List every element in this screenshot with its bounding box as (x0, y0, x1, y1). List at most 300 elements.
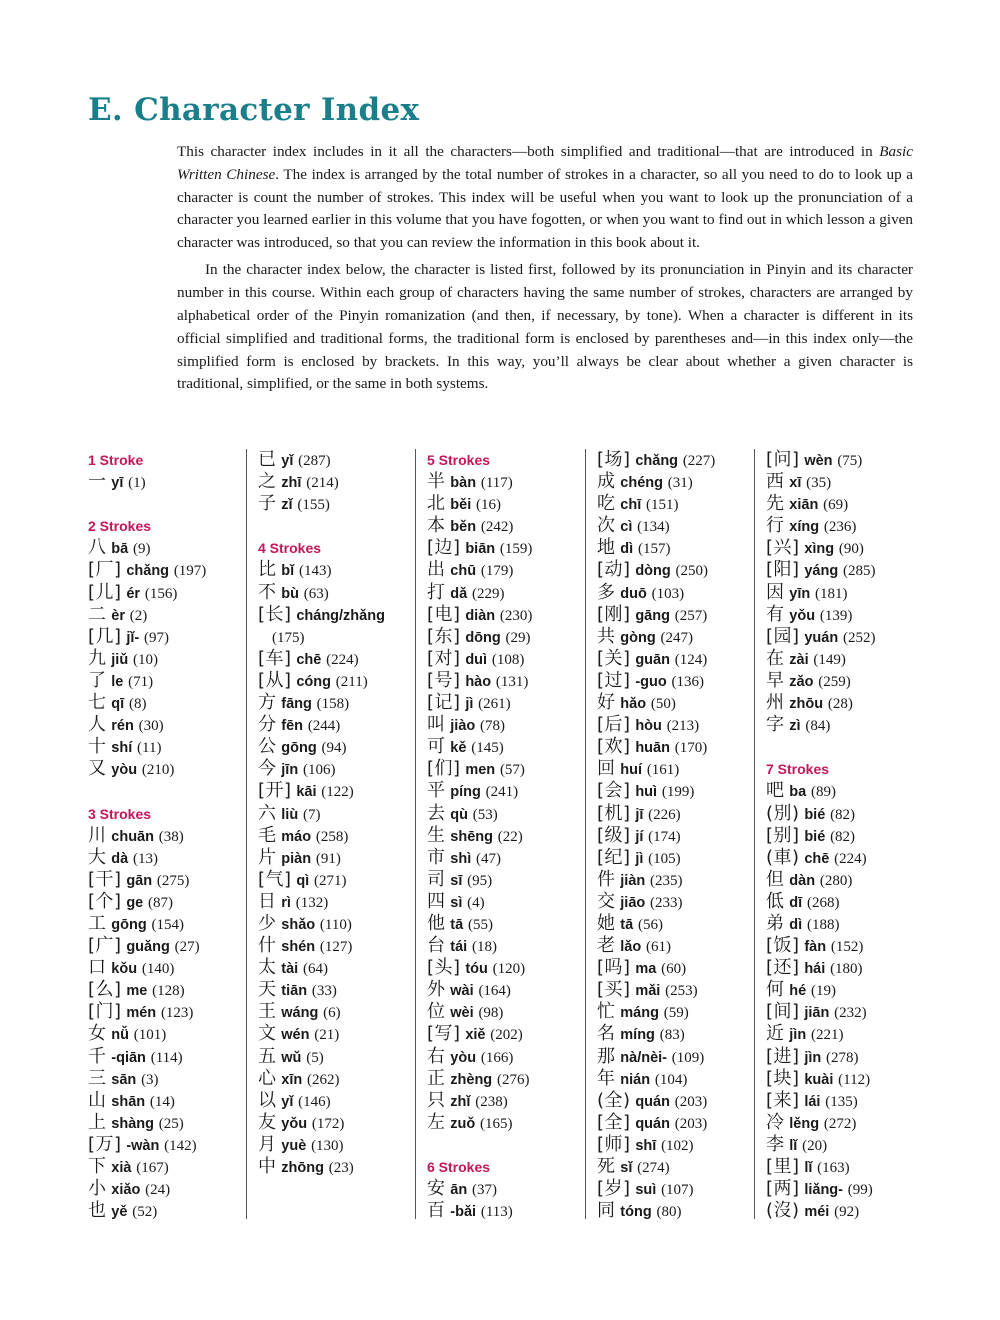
pinyin: xiān (789, 497, 819, 514)
pinyin: chē (804, 850, 830, 867)
index-entry (427, 736, 582, 758)
pinyin: mǎi (635, 983, 661, 1000)
index-column-1 (88, 449, 236, 1222)
pinyin: wǔ (281, 1049, 302, 1066)
pinyin: shǎo (281, 916, 316, 933)
chinese-character: 友 (258, 1111, 277, 1133)
chinese-character: 她 (597, 912, 616, 934)
character-number: (229) (471, 585, 505, 602)
chinese-character: 同 (597, 1200, 616, 1222)
character-number: (221) (810, 1027, 844, 1044)
index-entry (258, 825, 413, 847)
character-number: (102) (661, 1137, 694, 1154)
index-entry (766, 913, 966, 935)
chinese-character: [岁] (597, 1178, 631, 1200)
character-number: (175) (272, 629, 305, 646)
character-number: (87) (148, 894, 174, 911)
pinyin: běi (450, 497, 472, 514)
index-entry (766, 471, 966, 493)
index-column-3 (415, 449, 582, 1222)
character-number: (131) (495, 673, 529, 690)
pinyin: jí (635, 828, 644, 845)
chinese-character: [厂] (88, 559, 122, 581)
pinyin: yǒu (789, 607, 816, 624)
group-spacer (427, 1134, 582, 1156)
chinese-character: 月 (258, 1133, 277, 1155)
index-entry (597, 1068, 752, 1090)
character-number: (11) (137, 740, 162, 757)
chinese-character: (車) (766, 846, 800, 868)
pinyin: zhī (281, 475, 302, 492)
chinese-character: 行 (766, 515, 785, 537)
character-number: (161) (646, 762, 680, 779)
index-entry (766, 1112, 966, 1134)
index-entry (88, 891, 236, 913)
pinyin: tóu (465, 961, 488, 978)
index-entry (258, 1001, 413, 1023)
pinyin: fàn (804, 939, 827, 956)
pinyin: sǐ (620, 1160, 633, 1176)
pinyin: suì (635, 1182, 657, 1199)
index-entry (597, 493, 752, 515)
character-number: (103) (651, 585, 685, 602)
index-entry (597, 1200, 752, 1222)
character-number: (105) (648, 850, 681, 867)
chinese-character: [块] (766, 1067, 800, 1089)
chinese-character: 在 (766, 647, 785, 669)
pinyin: bié (804, 806, 826, 823)
pinyin: chē (296, 651, 322, 668)
index-entry (597, 979, 752, 1001)
chinese-character: [儿] (88, 581, 122, 603)
character-number: (64) (302, 961, 328, 978)
pinyin: huí (620, 762, 643, 779)
pinyin: xīn (281, 1071, 303, 1088)
pinyin: huì (635, 784, 658, 801)
chinese-character: 弟 (766, 912, 785, 934)
index-entry (597, 1178, 752, 1200)
chinese-character: 多 (597, 581, 616, 603)
chinese-character: 近 (766, 1023, 785, 1045)
chinese-character: 交 (597, 890, 616, 912)
index-entry (427, 780, 582, 802)
pinyin: míng (620, 1027, 655, 1044)
pinyin: máng (620, 1005, 659, 1022)
chinese-character: 天 (258, 979, 277, 1001)
index-entry (597, 957, 752, 979)
index-entry (88, 736, 236, 758)
character-number: (8) (128, 696, 147, 713)
index-entry (258, 1068, 413, 1090)
character-number: (10) (132, 651, 158, 668)
index-entry (88, 1112, 236, 1134)
pinyin: jī (635, 806, 644, 823)
pinyin: zhōu (789, 696, 824, 713)
character-number: (52) (132, 1204, 158, 1221)
character-number: (250) (675, 563, 709, 580)
index-entry (88, 1001, 236, 1023)
character-number: (22) (497, 828, 523, 845)
character-number: (253) (665, 983, 698, 1000)
pinyin: yǒu (281, 1115, 308, 1132)
chinese-character: 件 (597, 868, 616, 890)
pinyin: wén (281, 1027, 310, 1044)
pinyin: yīn (789, 585, 811, 602)
index-entry (258, 604, 413, 626)
index-entry (88, 758, 236, 780)
index-entry (258, 957, 413, 979)
character-number: (257) (674, 607, 708, 624)
index-entry (597, 847, 752, 869)
index-entry (766, 1068, 966, 1090)
character-number: (143) (298, 563, 332, 580)
index-entry (427, 825, 582, 847)
character-number: (84) (805, 718, 831, 735)
intro-paragraph-1: This character index includes in it all the characters—both simplified and traditional—that are introduced in Basic Written Chinese. The index is arranged by the total number of strokes in a character, so all you need to do to look up a character is count the number of strokes. This index will be useful when you want to look up the pronunciation of a character you learned earlier in this volume that you have fogotten, or when you want to find out in which lesson a given character was introduced, so that you can review the information in this book about it. (177, 143, 914, 252)
chinese-character: 年 (597, 1067, 616, 1089)
index-entry (427, 803, 582, 825)
index-entry (766, 935, 966, 957)
character-number: (252) (842, 629, 876, 646)
pinyin: dì (620, 541, 634, 558)
index-entry (88, 869, 236, 891)
character-number: (140) (141, 961, 175, 978)
index-entry (258, 1112, 413, 1134)
character-number: (53) (472, 806, 498, 823)
chinese-character: 中 (258, 1156, 277, 1177)
pinyin: dǎ (450, 585, 468, 602)
pinyin: ba (789, 784, 807, 801)
chinese-character: 左 (427, 1111, 446, 1133)
character-number: (9) (132, 541, 151, 558)
index-entry (766, 1200, 966, 1222)
group-spacer (88, 780, 236, 802)
pinyin: xìng (804, 541, 835, 558)
character-number: (139) (819, 607, 853, 624)
character-number: (170) (674, 740, 708, 757)
chinese-character: 平 (427, 780, 446, 802)
chinese-character: 十 (88, 736, 107, 758)
pinyin: chuān (111, 828, 154, 845)
chinese-character: [万] (88, 1133, 122, 1155)
index-column-2 (246, 449, 413, 1219)
pinyin: xī (789, 475, 802, 492)
character-number: (112) (838, 1071, 871, 1088)
chinese-character: 七 (88, 692, 107, 714)
pinyin: hǎo (620, 696, 647, 713)
character-number: (156) (144, 585, 178, 602)
chinese-character: 八 (88, 537, 107, 559)
chinese-character: 少 (258, 912, 277, 934)
character-number: (2) (129, 607, 148, 624)
character-number: (60) (661, 961, 687, 978)
index-entry (258, 1023, 413, 1045)
chinese-character: 吧 (766, 780, 785, 802)
character-number: (104) (654, 1071, 688, 1088)
index-entry (427, 493, 582, 515)
chinese-character: 小 (88, 1178, 107, 1200)
chinese-character: 本 (427, 515, 446, 537)
pinyin: shī (635, 1137, 657, 1154)
pinyin: chǎng (635, 453, 679, 469)
chinese-character: [机] (597, 802, 631, 824)
character-number: (197) (173, 563, 207, 580)
character-number: (167) (136, 1160, 169, 1176)
pinyin: duō (620, 585, 647, 602)
index-entry (766, 537, 966, 559)
chinese-character: [阳] (766, 559, 800, 581)
index-entry (258, 758, 413, 780)
chinese-character: 生 (427, 824, 446, 846)
index-entry (258, 714, 413, 736)
character-number: (21) (314, 1027, 340, 1044)
index-entry (766, 780, 966, 802)
chinese-character: 心 (258, 1067, 277, 1089)
character-number: (89) (810, 784, 836, 801)
pinyin: tā (450, 916, 464, 933)
character-number: (4) (467, 894, 485, 911)
index-entry (258, 736, 413, 758)
chinese-character: 下 (88, 1156, 107, 1177)
character-number: (226) (648, 806, 681, 823)
chinese-character: 也 (88, 1200, 107, 1222)
character-number: (287) (298, 453, 331, 469)
character-number: (108) (491, 651, 525, 668)
pinyin: sì (450, 894, 463, 911)
pinyin: dà (111, 850, 129, 867)
index-entry (427, 471, 582, 493)
chinese-character: [们] (427, 758, 461, 780)
chinese-character: [车] (258, 647, 292, 669)
character-number: (69) (823, 497, 849, 514)
index-entry (88, 670, 236, 692)
index-entry (766, 847, 966, 869)
character-number: (259) (818, 673, 851, 690)
pinyin: gōng (281, 740, 317, 757)
index-entry (597, 604, 752, 626)
pinyin: jiān (804, 1005, 830, 1022)
character-number: (124) (674, 651, 708, 668)
chinese-character: 早 (766, 669, 785, 691)
character-number: (101) (133, 1027, 167, 1044)
character-number: (50) (650, 696, 676, 713)
chinese-character: 位 (427, 1001, 446, 1023)
index-entry (258, 471, 413, 493)
chinese-character: 工 (88, 912, 107, 934)
character-number: (203) (674, 1093, 708, 1110)
pinyin: gōng (111, 916, 147, 933)
index-entry (766, 1134, 966, 1156)
character-number: (275) (156, 872, 190, 889)
pinyin: qù (450, 806, 468, 823)
index-entry (766, 957, 966, 979)
group-spacer (88, 493, 236, 515)
character-number: (6) (323, 1005, 341, 1022)
index-entry (88, 1200, 236, 1222)
character-number: (142) (164, 1137, 197, 1154)
index-entry (427, 537, 582, 559)
character-number: (30) (138, 718, 164, 735)
chinese-character: 先 (766, 493, 785, 515)
character-number: (224) (834, 850, 867, 867)
character-number: (232) (834, 1005, 867, 1022)
index-entry (597, 559, 752, 581)
chinese-character: [头] (427, 957, 461, 979)
chinese-character: 太 (258, 957, 277, 979)
character-number: (97) (144, 629, 169, 646)
index-entry (597, 537, 752, 559)
pinyin: zài (789, 651, 809, 668)
character-number: (38) (158, 828, 184, 845)
chinese-character: [别] (766, 824, 800, 846)
chinese-character: [吗] (597, 957, 631, 979)
stroke-group-heading: 1 Stroke (88, 452, 144, 468)
index-entry (766, 449, 966, 471)
index-entry (597, 891, 752, 913)
character-number: (98) (478, 1005, 504, 1022)
chinese-character: 但 (766, 868, 785, 890)
chinese-character: [兴] (766, 537, 800, 559)
index-entry-continuation (258, 626, 413, 648)
character-number: (165) (480, 1115, 513, 1132)
pinyin: lǐ (804, 1160, 813, 1176)
index-entry (88, 1090, 236, 1112)
chinese-character: 四 (427, 890, 446, 912)
character-number: (157) (637, 541, 671, 558)
index-entry (766, 493, 966, 515)
chinese-character: 分 (258, 714, 277, 736)
pinyin: jì (465, 696, 474, 713)
chinese-character: [饭] (766, 935, 800, 957)
pinyin: liǎng- (804, 1182, 843, 1199)
chinese-character: 叫 (427, 714, 446, 736)
index-entry (427, 869, 582, 891)
index-entry (766, 1046, 966, 1068)
index-entry (427, 515, 582, 537)
index-entry (766, 1001, 966, 1023)
character-number: (31) (667, 475, 693, 492)
chinese-character: 只 (427, 1089, 446, 1111)
chinese-character: 死 (597, 1156, 616, 1177)
index-entry (258, 913, 413, 935)
pinyin: sān (111, 1071, 137, 1088)
pinyin: rì (281, 894, 291, 911)
character-number: (203) (674, 1115, 708, 1132)
chinese-character: 公 (258, 736, 277, 758)
stroke-group-heading: 6 Strokes (427, 1159, 491, 1175)
pinyin: shì (450, 850, 472, 867)
pinyin: jīn (281, 762, 299, 779)
index-entry (88, 1046, 236, 1068)
character-number: (132) (295, 894, 329, 911)
character-number: (271) (314, 872, 347, 889)
character-number: (75) (837, 453, 863, 469)
pinyin: yáng (804, 563, 839, 580)
index-entry (597, 670, 752, 692)
character-number: (107) (661, 1182, 694, 1199)
pinyin: zhǐ (450, 1093, 471, 1110)
index-entry (597, 1156, 752, 1178)
pinyin: zuǒ (450, 1115, 476, 1132)
pinyin: ma (635, 961, 657, 978)
index-entry (258, 493, 413, 515)
index-entry (427, 891, 582, 913)
index-entry (88, 1023, 236, 1045)
index-entry (427, 758, 582, 780)
chinese-character: [后] (597, 714, 631, 736)
index-entry (427, 913, 582, 935)
chinese-character: [边] (427, 537, 461, 559)
pinyin: xíng (789, 519, 820, 536)
chinese-character: 出 (427, 559, 446, 581)
pinyin: yòu (111, 762, 138, 779)
character-number: (120) (492, 961, 526, 978)
index-entry (258, 979, 413, 1001)
chinese-character: 州 (766, 692, 785, 714)
character-index (88, 449, 972, 1222)
chinese-character: 五 (258, 1045, 277, 1067)
character-number: (1) (128, 475, 146, 492)
character-number: (285) (842, 563, 876, 580)
character-number: (16) (476, 497, 502, 514)
pinyin: jiàn (620, 872, 646, 889)
character-number: (135) (825, 1093, 858, 1110)
index-entry (766, 582, 966, 604)
pinyin: shēng (450, 828, 493, 845)
index-entry (88, 692, 236, 714)
chinese-character: [级] (597, 824, 631, 846)
chinese-character: [东] (427, 625, 461, 647)
chinese-character: 三 (88, 1067, 107, 1089)
character-number: (7) (302, 806, 321, 823)
chinese-character: [广] (88, 935, 122, 957)
pinyin: fāng (281, 696, 312, 713)
character-number: (106) (302, 762, 336, 779)
index-entry (258, 559, 413, 581)
index-entry (258, 582, 413, 604)
character-number: (24) (145, 1182, 171, 1199)
chinese-character: 半 (427, 471, 446, 493)
pinyin: yī (111, 475, 124, 492)
character-number: (80) (656, 1204, 682, 1221)
index-entry (597, 825, 752, 847)
index-entry (427, 1178, 582, 1200)
chinese-character: [气] (258, 868, 292, 890)
character-number: (179) (480, 563, 514, 580)
index-entry (597, 1112, 752, 1134)
chinese-character: 不 (258, 581, 277, 603)
character-number: (110) (319, 916, 352, 933)
character-number: (188) (806, 916, 840, 933)
chinese-character: 大 (88, 846, 107, 868)
character-number: (14) (149, 1093, 175, 1110)
character-number: (158) (316, 696, 350, 713)
chinese-character: 比 (258, 559, 277, 581)
chinese-character: 名 (597, 1023, 616, 1045)
pinyin: jiào (450, 718, 476, 735)
character-number: (134) (637, 519, 670, 536)
pinyin: hào (465, 673, 492, 690)
index-entry (597, 803, 752, 825)
pinyin: rén (111, 718, 134, 735)
index-entry (427, 648, 582, 670)
pinyin: lěng (789, 1115, 820, 1132)
character-number: (33) (311, 983, 337, 1000)
chinese-character: 有 (766, 603, 785, 625)
index-entry (88, 471, 236, 493)
character-number: (91) (315, 850, 341, 867)
chinese-character: 低 (766, 890, 785, 912)
